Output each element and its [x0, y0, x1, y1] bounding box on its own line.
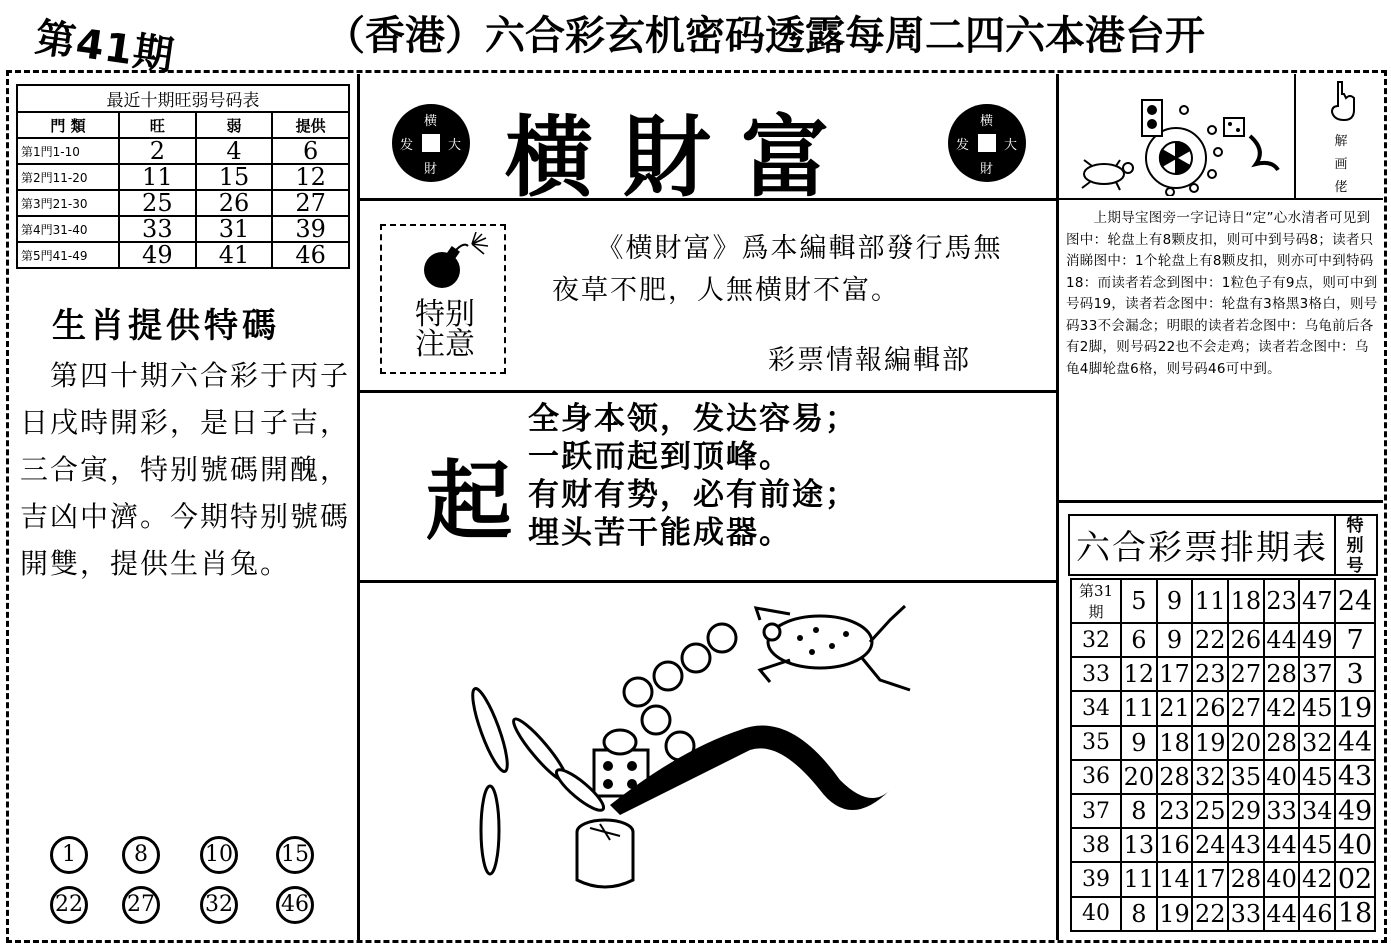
schedule-header-divider: [1334, 514, 1336, 576]
period-cell: 33: [1071, 657, 1121, 691]
number-cell: 45: [1299, 691, 1335, 725]
number-cell: 28: [1264, 726, 1300, 760]
cell: 11: [119, 164, 196, 190]
zodiac-text: 第四十期六合彩于丙子日戌時開彩，是日子吉，三合寅，特别號碼開醜，吉凶中濟。今期特别號碼開雙，提供生肖兔。: [20, 359, 351, 580]
number-ball: 1: [50, 836, 88, 874]
period-cell: 32: [1071, 623, 1121, 657]
number-cell: 28: [1264, 657, 1300, 691]
coin-char: 发: [956, 138, 970, 153]
number-cell: 47: [1299, 579, 1335, 623]
divider-right: [1056, 74, 1059, 940]
roulette-icon: [1142, 100, 1206, 188]
zodiac-heading: 生肖提供特碼: [52, 306, 280, 346]
number-cell: 19: [1192, 726, 1228, 760]
number-cell: 18: [1157, 726, 1193, 760]
number-cell: 14: [1157, 862, 1193, 896]
number-cell: 17: [1157, 657, 1193, 691]
table-row: [1071, 862, 1375, 896]
number-cell: 49: [1299, 623, 1335, 657]
number-cell: 8: [1121, 897, 1157, 931]
number-cell: 8: [1121, 794, 1157, 828]
table-caption: 最近十期旺弱号码表: [17, 85, 349, 112]
divider-hint: [1294, 74, 1296, 198]
number-cell: 11: [1121, 691, 1157, 725]
period-cell: 35: [1071, 726, 1121, 760]
coin-char: 横: [980, 114, 994, 129]
number-cell: 25: [1192, 794, 1228, 828]
poem-line: 埋头苦干能成器。: [528, 515, 792, 551]
bomb-icon: [416, 232, 492, 292]
number-cell: 27: [1228, 691, 1264, 725]
number-cell: 26: [1228, 623, 1264, 657]
special-cell: 7: [1335, 623, 1375, 657]
number-ball: 27: [122, 886, 160, 924]
number-cell: 22: [1192, 623, 1228, 657]
schedule-special-header: 特别号: [1346, 516, 1364, 576]
poem: [528, 400, 858, 552]
cell: 4: [196, 138, 273, 164]
coin-char: 財: [980, 162, 994, 177]
number-cell: 20: [1228, 726, 1264, 760]
number-cell: 34: [1299, 794, 1335, 828]
number-cell: 45: [1299, 828, 1335, 862]
special-cell: 44: [1335, 726, 1375, 760]
number-ball: 8: [122, 836, 160, 874]
table-row: [17, 216, 349, 242]
coin-char: 大: [1004, 138, 1018, 153]
cell: 41: [196, 242, 273, 268]
notice-label: [400, 297, 490, 362]
column-header: 提供: [272, 112, 349, 138]
number-ball: 15: [276, 836, 314, 874]
special-cell: 49: [1335, 794, 1375, 828]
row-label: 第2門11-20: [17, 164, 119, 190]
table-row: [1071, 691, 1375, 725]
special-cell: 02: [1335, 862, 1375, 896]
special-cell: 19: [1335, 691, 1375, 725]
number-cell: 26: [1192, 691, 1228, 725]
period-cell: 34: [1071, 691, 1121, 725]
period-cell: 37: [1071, 794, 1121, 828]
big-character: 起: [426, 451, 512, 552]
row-label: 第4門31-40: [17, 216, 119, 242]
number-cell: 23: [1192, 657, 1228, 691]
coin-icon: [948, 104, 1026, 182]
cell: 49: [119, 242, 196, 268]
number-cell: 23: [1157, 794, 1193, 828]
number-cell: 22: [1192, 897, 1228, 931]
number-cell: 18: [1228, 579, 1264, 623]
poem-line: 有财有势，必有前途；: [528, 477, 858, 513]
number-cell: 6: [1121, 623, 1157, 657]
page-title: （香港）六合彩玄机密码透露每周二四六本港台开: [325, 13, 1205, 59]
number-cell: 44: [1264, 828, 1300, 862]
poem-line: 全身本领，发达容易；: [528, 401, 858, 437]
number-cell: 12: [1121, 657, 1157, 691]
row-label: 第5門41-49: [17, 242, 119, 268]
lucky-illustration: [460, 590, 920, 900]
cell: 39: [272, 216, 349, 242]
number-cell: 13: [1121, 828, 1157, 862]
table-row: [1071, 579, 1375, 623]
column-header: 弱: [196, 112, 273, 138]
table-row: [17, 138, 349, 164]
number-cell: 20: [1121, 760, 1157, 794]
number-cell: 9: [1157, 579, 1193, 623]
table-row: [17, 242, 349, 268]
number-cell: 42: [1264, 691, 1300, 725]
cell: 27: [272, 190, 349, 216]
table-row: [1071, 897, 1375, 931]
number-cell: 16: [1157, 828, 1193, 862]
special-cell: 3: [1335, 657, 1375, 691]
row-label: 第1門1-10: [17, 138, 119, 164]
number-cell: 44: [1264, 623, 1300, 657]
number-cell: 40: [1264, 760, 1300, 794]
period-cell: 40: [1071, 897, 1121, 931]
number-cell: 19: [1157, 897, 1193, 931]
column-header: 門 類: [17, 112, 119, 138]
number-cell: 29: [1228, 794, 1264, 828]
hot-cold-table: [16, 84, 350, 269]
number-cell: 45: [1299, 760, 1335, 794]
number-cell: 23: [1264, 579, 1300, 623]
coin-icon: [392, 104, 470, 182]
number-cell: 11: [1121, 862, 1157, 896]
divider-poem: [360, 580, 1056, 583]
hint-label: 解画佬: [1334, 134, 1348, 195]
period-cell: 38: [1071, 828, 1121, 862]
schedule-title: 六合彩票排期表: [1076, 528, 1328, 568]
turtle-icon: [1082, 160, 1133, 190]
brand-title: 横財富: [505, 105, 860, 209]
issue-number: 第41期: [32, 14, 178, 80]
table-row: [17, 190, 349, 216]
number-cell: 44: [1264, 897, 1300, 931]
number-cell: 33: [1264, 794, 1300, 828]
cell: 33: [119, 216, 196, 242]
cell: 46: [272, 242, 349, 268]
poem-line: 一跃而起到顶峰。: [528, 439, 792, 475]
riddle-text: 上期导宝图旁一字记诗日“定”心水清者可见到图中：轮盘上有8颗皮扣，则可中到号码8；读者只消睇图中：1个轮盘上有8颗皮扣，则亦可中到特码18：而读者若念到图中：1粒色子有9点，则可中到号码19，读者若念图中：轮盘有3格黑3格白，则号码33不会漏念；明眼的读者若念图中：乌龟前后各有2脚，则号码22也不会走鸡；读者若念图中：乌龟4脚轮盘6格，则号码46可中到。: [1066, 210, 1378, 377]
number-cell: 40: [1264, 862, 1300, 896]
cell: 12: [272, 164, 349, 190]
number-cell: 33: [1228, 897, 1264, 931]
number-cell: 32: [1299, 726, 1335, 760]
notice-signature: 彩票情報編輯部: [768, 345, 971, 376]
cell: 6: [272, 138, 349, 164]
notice-label-line: 特别: [415, 297, 475, 332]
number-cell: 42: [1299, 862, 1335, 896]
table-row: [1071, 623, 1375, 657]
dice-icon: [1224, 118, 1244, 136]
cell: 15: [196, 164, 273, 190]
special-cell: 43: [1335, 760, 1375, 794]
frog-icon: [756, 606, 910, 690]
number-cell: 35: [1228, 760, 1264, 794]
cell: 25: [119, 190, 196, 216]
number-ball: 46: [276, 886, 314, 924]
number-cell: 24: [1192, 828, 1228, 862]
riddle-illustration: [1066, 80, 1290, 196]
period-cell: 第31期: [1071, 579, 1121, 623]
divider-left: [357, 74, 360, 940]
number-cell: 21: [1157, 691, 1193, 725]
table-row: [1071, 657, 1375, 691]
column-header: 旺: [119, 112, 196, 138]
divider-schedule: [1059, 500, 1383, 503]
special-cell: 18: [1335, 897, 1375, 931]
table-row: [1071, 760, 1375, 794]
number-cell: 28: [1228, 862, 1264, 896]
cell: 26: [196, 190, 273, 216]
notice-label-line: 注意: [415, 327, 475, 362]
special-cell: 24: [1335, 579, 1375, 623]
period-cell: 39: [1071, 862, 1121, 896]
number-cell: 37: [1299, 657, 1335, 691]
number-cell: 9: [1121, 726, 1157, 760]
table-row: [1071, 828, 1375, 862]
coin-char: 財: [424, 162, 438, 177]
divider-notice: [360, 390, 1056, 393]
number-cell: 27: [1228, 657, 1264, 691]
number-cell: 43: [1228, 828, 1264, 862]
coin-char: 大: [448, 138, 462, 153]
number-cell: 5: [1121, 579, 1157, 623]
jar-icon: [577, 820, 633, 887]
number-ball: 10: [200, 836, 238, 874]
number-cell: 9: [1157, 623, 1193, 657]
table-row: [1071, 794, 1375, 828]
number-ball: 32: [200, 886, 238, 924]
number-cell: 32: [1192, 760, 1228, 794]
period-cell: 36: [1071, 760, 1121, 794]
coin-char: 横: [424, 114, 438, 129]
cell: 2: [119, 138, 196, 164]
coin-char: 发: [400, 138, 414, 153]
table-row: [1071, 726, 1375, 760]
notice-text: 《横財富》爲本編輯部發行馬無夜草不肥，人無横財不富。: [552, 233, 1003, 306]
pointing-hand-icon: [1328, 80, 1358, 124]
number-cell: 11: [1192, 579, 1228, 623]
table-row: [17, 164, 349, 190]
schedule-table: [1070, 578, 1376, 932]
number-cell: 17: [1192, 862, 1228, 896]
number-ball: 22: [50, 886, 88, 924]
number-cell: 46: [1299, 897, 1335, 931]
special-cell: 40: [1335, 828, 1375, 862]
row-label: 第3門21-30: [17, 190, 119, 216]
cell: 31: [196, 216, 273, 242]
number-cell: 28: [1157, 760, 1193, 794]
